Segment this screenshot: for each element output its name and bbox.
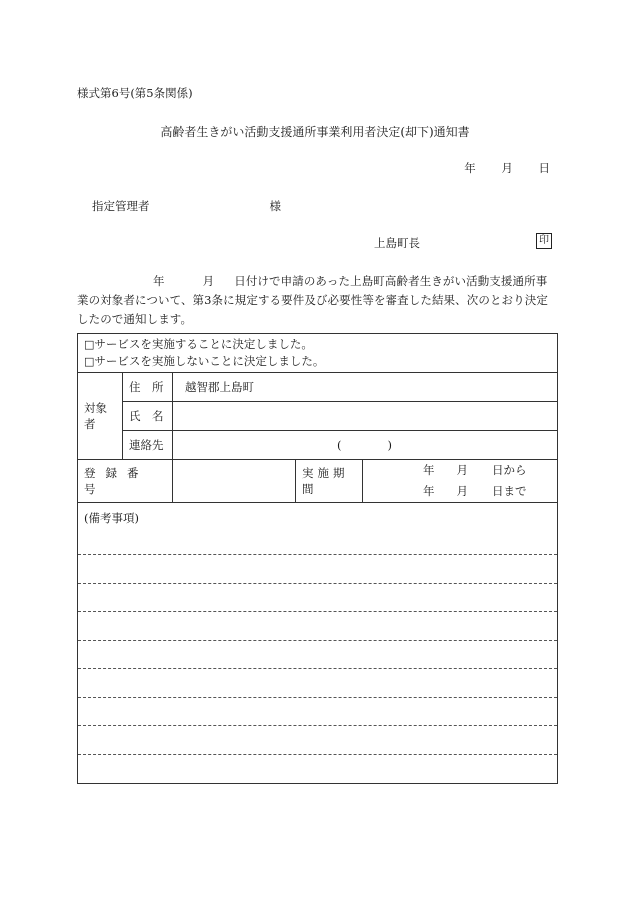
period-to: 年 月 日まで [423, 484, 527, 498]
notice-body [77, 272, 557, 329]
contact-paren-open: ( [337, 438, 342, 452]
addressee-label: 指定管理者 [92, 199, 150, 213]
registration-row [78, 460, 558, 503]
body-month: 月 [202, 274, 215, 288]
remarks-row [78, 503, 558, 784]
address-row [78, 373, 558, 402]
address-label: 住 所 [123, 373, 173, 402]
addressee [92, 198, 281, 214]
body-text: 日付けで申請のあった上島町高齢者生きがい活動支援通所事業の対象者について、第3条に規定する要件及び必要性等を審査した結果、次のとおり決定したので通知します。 [77, 274, 548, 326]
remarks-line [78, 754, 557, 755]
period-field[interactable] [363, 460, 558, 503]
remarks-line [78, 668, 557, 669]
remarks-cell[interactable] [78, 503, 558, 784]
contact-paren-close: ) [387, 438, 392, 452]
date-day: 日 [538, 161, 550, 175]
address-field[interactable]: 越智郡上島町 [173, 373, 558, 402]
notice-form-table [77, 333, 558, 784]
remarks-line [78, 697, 557, 698]
period-from: 年 月 日から [423, 463, 527, 477]
registration-label: 登録番号 [78, 460, 173, 503]
target-group-label: 対象者 [78, 373, 123, 460]
remarks-line [78, 554, 557, 555]
body-year: 年 [153, 274, 165, 288]
document-title: 高齢者生きがい活動支援通所事業利用者決定(却下)通知書 [160, 125, 470, 139]
contact-field[interactable] [173, 431, 558, 460]
name-row [78, 402, 558, 431]
checkbox-approve[interactable]: □ [84, 338, 95, 351]
remarks-line [78, 583, 557, 584]
remarks-line [78, 725, 557, 726]
period-label: 実施期間 [296, 460, 363, 503]
decision-cell [78, 334, 558, 373]
date-year: 年 [464, 161, 476, 175]
checkbox-reject[interactable]: □ [84, 355, 95, 368]
decision-reject[interactable]: □サービスを実施しないことに決定しました。 [84, 354, 325, 368]
decision-approve[interactable]: □サービスを実施することに決定しました。 [84, 337, 313, 351]
date-month: 月 [501, 161, 513, 175]
contact-label: 連絡先 [123, 431, 173, 460]
issue-date [442, 160, 550, 176]
name-field[interactable] [173, 402, 558, 431]
decision-row [78, 334, 558, 373]
form-id: 様式第6号(第5条関係) [77, 86, 193, 100]
issuer-name: 上島町長 [374, 236, 420, 250]
seal-mark: 印 [536, 233, 552, 249]
remarks-label: (備考事項) [84, 511, 139, 525]
addressee-honorific: 様 [269, 199, 281, 213]
registration-field[interactable] [173, 460, 296, 503]
remarks-line [78, 611, 557, 612]
contact-row [78, 431, 558, 460]
name-label: 氏 名 [123, 402, 173, 431]
remarks-line [78, 640, 557, 641]
